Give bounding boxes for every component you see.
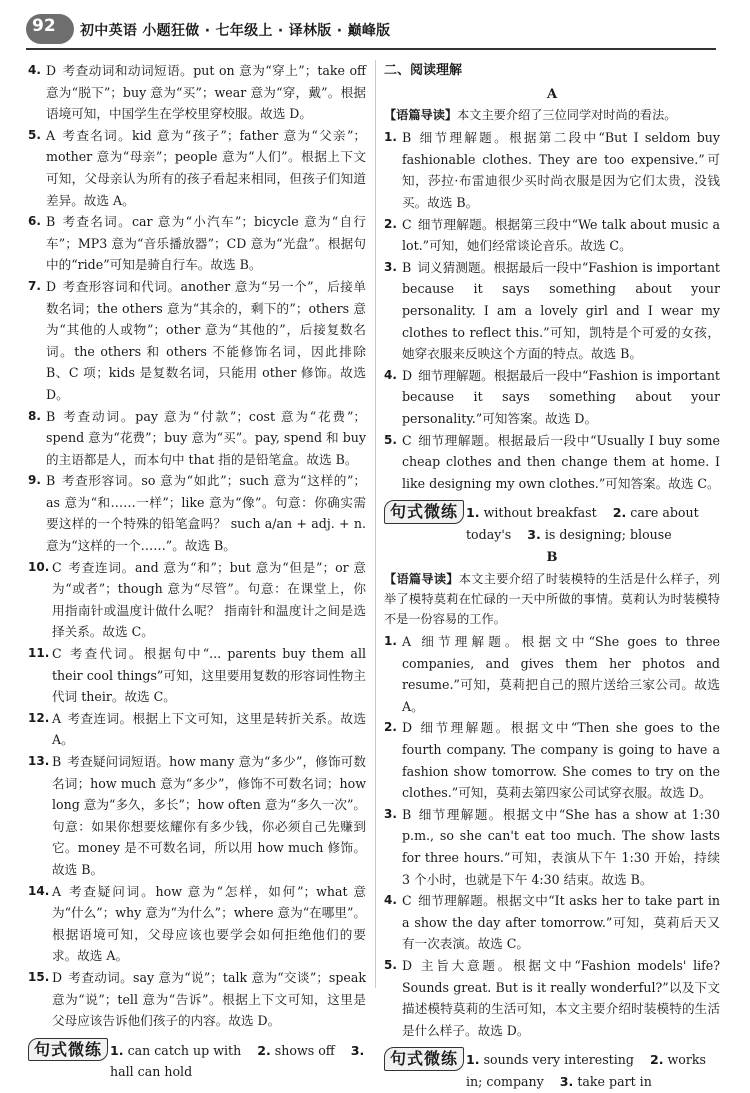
answer-item (28, 60, 366, 125)
sentence-practice-a (384, 502, 720, 545)
item-number: 15. (28, 969, 50, 984)
item-explanation: 细节理解题。根据文中“She has a show at 1:30 p.m., so she can't eat too much. The show lasts for three hours.”可知，表演从下午 1:30 开始，持续 3 个小时，也就是下午 4:30 结束。故选 B。 (402, 806, 720, 887)
item-answer-letter: C (52, 559, 62, 575)
item-answer-letter: A (46, 127, 56, 143)
sentence-practice-b (384, 1049, 720, 1092)
practice-line (28, 1040, 366, 1083)
item-explanation: 细节理解题。根据第三段中“We talk about music a lot.”可知，她们经常谈论音乐。故选 C。 (402, 216, 720, 254)
practice-num: 2. (649, 1052, 664, 1068)
item-answer-letter: B (402, 259, 412, 275)
item-explanation: 词义猜测题。根据最后一段中“Fashion is important because it says something about your personality. I am a lovely girl and I wear my clothes to reflect this.”可知，凯特是个可爱的女孩，她穿衣服来反映这个方面的特点。故选 B。 (402, 259, 720, 362)
answer-item (28, 751, 366, 881)
item-answer-letter: B (52, 754, 62, 769)
answer-list-cloze (28, 60, 366, 1032)
item-answer-letter: A (52, 710, 62, 726)
practice-num: 3. (527, 526, 541, 542)
sentence-practice-left (28, 1040, 366, 1083)
practice-answer: is designing; blouse (544, 526, 672, 542)
intro-tag: 【语篇导读】 (384, 572, 459, 587)
item-explanation: 考查名词。car 意为“小汽车”；bicycle 意为“自行车”；MP3 意为“音乐播放器”；CD 意为“光盘”。根据句中的“ride”可知是骑自行车。故选 B。 (46, 214, 366, 273)
answer-item (28, 406, 366, 471)
passage-intro-b (384, 569, 720, 629)
answer-item (28, 643, 366, 708)
item-number: 4. (384, 893, 397, 908)
item-number: 11. (28, 646, 50, 661)
answer-list-passage-a (384, 127, 720, 494)
item-answer-letter: D (402, 720, 413, 736)
passage-letter-a: A (546, 86, 558, 102)
item-answer-letter: D (46, 63, 57, 78)
item-answer-letter: A (402, 634, 412, 650)
item-number: 2. (384, 216, 397, 231)
item-number: 3. (384, 259, 397, 274)
item-explanation: 细节理解题。根据文中“It asks her to take part in a show the day after tomorrow.”可知，莫莉后天又有一次表演。故选 C。 (402, 893, 720, 952)
page-number: 92 (32, 16, 56, 36)
item-number: 5. (384, 957, 397, 972)
item-explanation: 考查动词。pay 意为“付款”；cost 意为“花费”；spend 意为“花费”；buy 意为“买”。pay, spend 和 buy 的主语都是人，而本句中 that 指的是铅笔盒。故选 B。 (46, 408, 366, 467)
item-explanation: 考查连词。and 意为“和”；but 意为“但是”；or 意为“或者”；though 意为“尽管”。句意：在课堂上，你用指南针或温度计做什么呢？ 指南针和温度计之间是选择关系。故选 C。 (52, 559, 366, 640)
item-number: 8. (28, 408, 41, 423)
practice-num: 2. (257, 1042, 271, 1058)
answer-item (384, 717, 720, 803)
answer-item (384, 430, 720, 495)
item-answer-letter: B (46, 408, 56, 424)
item-answer-letter: B (46, 214, 56, 230)
answer-item (28, 470, 366, 556)
section-title: 二、阅读理解 (384, 63, 463, 78)
answer-item (384, 214, 720, 257)
practice-answer: can catch up with (127, 1042, 242, 1058)
column-divider (375, 60, 376, 988)
header-rule (26, 48, 716, 50)
practice-num: 2. (612, 505, 627, 521)
right-column (384, 60, 720, 1093)
item-number: 13. (28, 754, 50, 768)
answer-item (28, 557, 366, 643)
practice-num: 1. (110, 1042, 124, 1058)
item-explanation: 考查疑问词短语。how many 意为“多少”，修饰可数名词；how much 意为“多少”，修饰不可数名词；how long 意为“多久，多长”；how often 意为“多久一次”。句意：如果你想要炫耀你有多少钱，你必须自己先赚到它。money 是不可数名词，所以用 how much 修饰。故选 B。 (52, 754, 366, 877)
intro-tag: 【语篇导读】 (384, 108, 458, 123)
answer-item (384, 631, 720, 717)
item-explanation: 考查动词。say 意为“说”；talk 意为“交谈”；speak 意为“说”；tell 意为“告诉”。根据上下文可知，这里是父母应该告诉他们孩子的内容。故选 D。 (52, 969, 366, 1029)
practice-num: 1. (466, 505, 480, 521)
item-number: 4. (28, 63, 41, 77)
passage-intro-a (384, 105, 720, 125)
item-explanation: 细节理解题。根据文中“She goes to three companies, and gives them her photos and resume.”可知，莫莉把自己的照片送给三家公司。故选 A。 (402, 634, 720, 714)
item-explanation: 考查代词。根据句中“... parents buy them all their cool things”可知，这里要用复数的形容词性物主代词 their。故选 C。 (52, 646, 366, 705)
item-answer-letter: D (402, 957, 413, 973)
intro-text: 本文主要介绍了三位同学对时尚的看法。 (457, 108, 677, 123)
item-number: 4. (384, 367, 397, 382)
item-number: 14. (28, 883, 50, 898)
answer-item (384, 365, 720, 430)
answer-item (384, 955, 720, 1041)
item-answer-letter: A (52, 883, 62, 899)
item-explanation: 细节理解题。根据最后一段中“Usually I buy some cheap clothes and then change them at home. I like designing my own clothes.”可知答案。故选 C。 (402, 432, 720, 491)
practice-num: 3. (350, 1042, 365, 1058)
item-number: 10. (28, 559, 50, 574)
answer-item (384, 127, 720, 213)
item-number: 7. (28, 278, 41, 293)
item-explanation: 考查形容词和代词。another 意为“另一个”，后接单数名词；the others 意为“其余的，剩下的”；others 意为“其他的人或物”；other 意为“其他的”，后接复数名词。the others 和 others 不能修饰名词，因此排除 B、C 项；kids 是复数名词，只能用 other 修饰。故选 D。 (46, 278, 366, 402)
practice-num: 3. (559, 1073, 574, 1089)
item-explanation: 考查动词和动词短语。put on 意为“穿上”；take off 意为“脱下”；buy 意为“买”；wear 意为“穿，戴”。根据语境可知，中国学生在学校里穿校服。故选 D。 (46, 63, 366, 122)
item-answer-letter: B (402, 806, 412, 822)
item-answer-letter: C (402, 432, 412, 448)
item-answer-letter: C (52, 646, 62, 662)
item-explanation: 细节理解题。根据文中“Then she goes to the fourth company. The company is going to have a fashion show tomorrow. She comes to try on the clothes.”可知，莫莉去第四家公司试穿衣服。故选 D。 (402, 720, 720, 801)
item-answer-letter: C (402, 216, 412, 232)
item-number: 9. (28, 473, 41, 488)
answer-item (28, 125, 366, 211)
item-number: 3. (384, 806, 397, 821)
item-answer-letter: C (402, 893, 412, 909)
item-explanation: 主旨大意题。根据文中“Fashion models' life? Sounds great. But is it really wonderful?”以及下文描述模特莫莉的生活可知，本文主要介绍时装模特的生活是什么样子。故选 D。 (402, 957, 720, 1038)
item-explanation: 细节理解题。根据第二段中“But I seldom buy fashionable clothes. They are too expensive.”可知，莎拉·布雷迪很少买时尚衣服是因为它们太贵，没钱买。故选 B。 (402, 130, 720, 210)
practice-label: 句式微练 (384, 1047, 464, 1071)
item-answer-letter: B (402, 130, 412, 146)
practice-answer: hall can hold (110, 1064, 193, 1080)
item-answer-letter: B (46, 473, 56, 489)
practice-answer: take part in (577, 1073, 652, 1089)
answer-item (28, 967, 366, 1032)
practice-answer: without breakfast (483, 505, 597, 521)
practice-answer: sounds very interesting (483, 1052, 634, 1068)
item-explanation: 考查连词。根据上下文可知，这里是转折关系。故选 A。 (52, 710, 366, 748)
item-number: 5. (384, 432, 397, 447)
answer-item (28, 881, 366, 967)
item-explanation: 考查名词。kid 意为“孩子”；father 意为“父亲”；mother 意为“母亲”；people 意为“人们”。根据上下文可知，父母亲认为所有的孩子看起来相同，但孩子们知道差异。故选 A。 (46, 127, 366, 208)
book-title: 初中英语 小题狂做 · 七年级上 · 译林版 · 巅峰版 (80, 23, 391, 39)
practice-line (384, 1049, 720, 1092)
item-explanation: 考查疑问词。how 意为“怎样，如何”；what 意为“什么”；why 意为“为什么”；where 意为“在哪里”。根据语境可知，父母应该也要学会如何拒绝他们的要求。故选 A。 (52, 883, 366, 964)
item-number: 12. (28, 710, 50, 725)
practice-label: 句式微练 (384, 500, 464, 524)
item-explanation: 细节理解题。根据最后一段中“Fashion is important because it says something about your personality.”可知答案。故选 D。 (402, 367, 720, 426)
practice-answer: shows off (274, 1042, 335, 1058)
item-explanation: 考查形容词。so 意为“如此”；such 意为“这样的”；as 意为“和……一样”；like 意为“像”。句意：你确实需要这样的一个特殊的铅笔盒吗？ such a/an + adj. + n. 意为“这样的一个……”。故选 B。 (46, 473, 366, 554)
answer-item (28, 276, 366, 406)
item-number: 5. (28, 127, 41, 142)
practice-answer: care about today's (466, 505, 699, 542)
item-number: 6. (28, 214, 41, 229)
item-answer-letter: D (52, 969, 63, 985)
answer-item (384, 890, 720, 955)
practice-num: 1. (466, 1052, 480, 1068)
passage-letter-b: B (546, 550, 558, 566)
item-number: 1. (384, 130, 397, 145)
answer-list-passage-b (384, 631, 720, 1041)
practice-answer: works in; company (466, 1052, 707, 1089)
left-column (28, 60, 366, 1083)
item-answer-letter: D (46, 278, 57, 294)
answer-item (28, 211, 366, 276)
page-header (0, 0, 750, 56)
item-number: 2. (384, 720, 397, 735)
item-number: 1. (384, 634, 397, 649)
answer-item (28, 708, 366, 751)
practice-line (384, 502, 720, 545)
practice-label: 句式微练 (28, 1038, 108, 1062)
intro-text: 本文主要介绍了时装模特的生活是什么样子，列举了模特莫莉在忙碌的一天中所做的事情。莫莉认为时装模特不是一份容易的工作。 (384, 572, 721, 627)
answer-item (384, 804, 720, 890)
item-answer-letter: D (402, 367, 413, 383)
answer-item (384, 257, 720, 365)
